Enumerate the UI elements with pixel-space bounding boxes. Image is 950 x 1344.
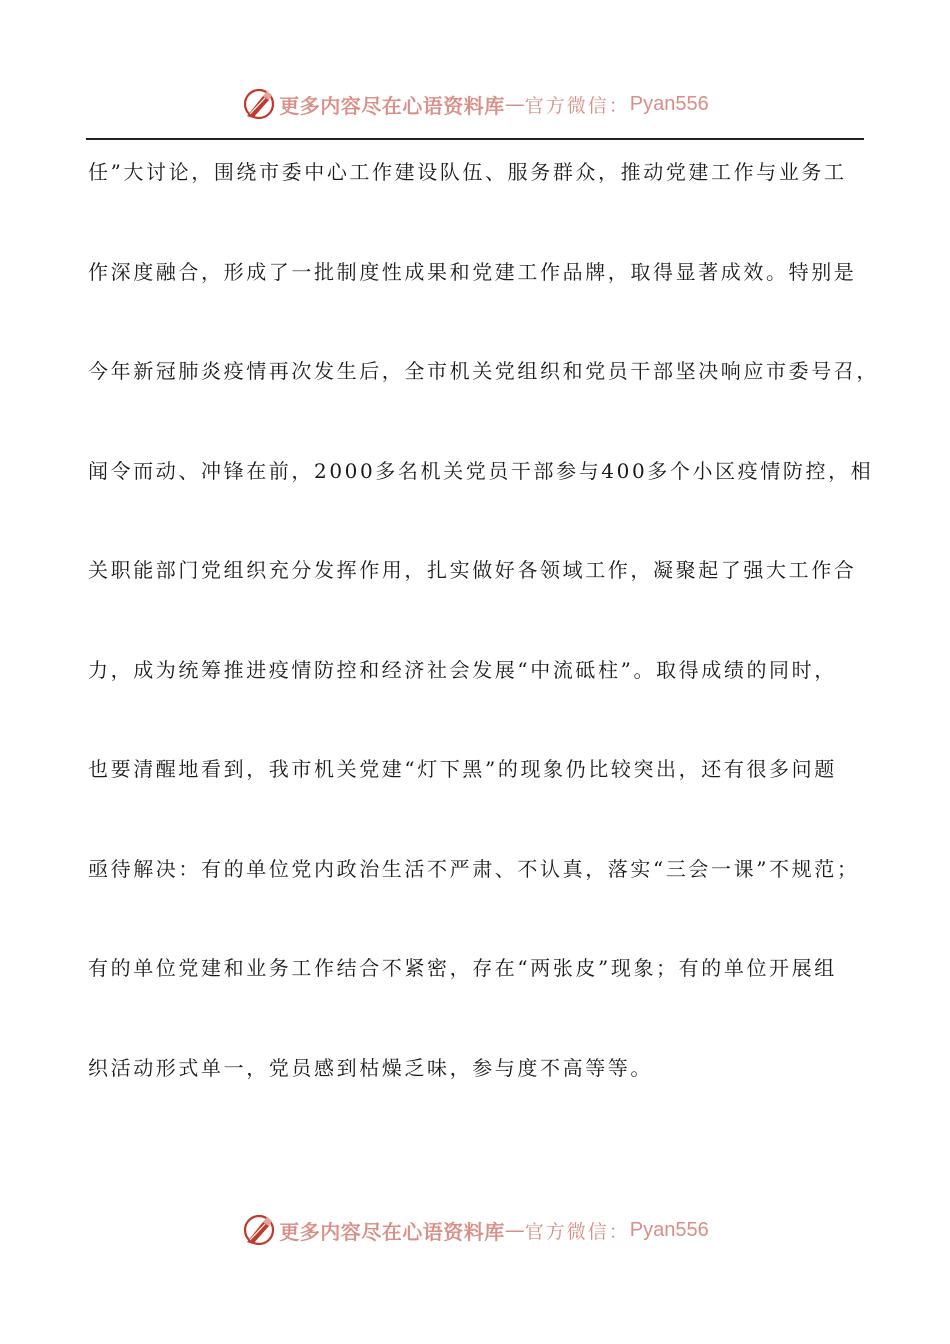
brand-slogan: 更多内容尽在心语资料库: [279, 93, 505, 118]
body-line: 闻令而动、冲锋在前，2000多名机关党员干部参与400多个小区疫情防控，相: [88, 458, 874, 483]
brand-dash: —: [504, 92, 525, 116]
wechat-label: 官方微信：: [524, 94, 630, 117]
wechat-account: Pyan556: [629, 92, 709, 115]
brand-slogan: 更多内容尽在心语资料库: [279, 1219, 505, 1244]
header-divider: [86, 138, 864, 140]
wechat-account: Pyan556: [629, 1218, 709, 1241]
body-line: 力，成为统筹推进疫情防控和经济社会发展“中流砥柱”。取得成绩的同时，: [88, 657, 837, 682]
wechat-label: 官方微信：: [524, 1220, 630, 1243]
pen-nib-logo-icon: [241, 86, 277, 122]
body-line: 今年新冠肺炎疫情再次发生后，全市机关党组织和党员干部坚决响应市委号召，: [88, 359, 879, 383]
body-line: 作深度融合，形成了一批制度性成果和党建工作品牌，取得显著成效。特别是: [88, 259, 857, 284]
body-line: 任”大讨论，围绕市委中心工作建设队伍、服务群众，推动党建工作与业务工: [88, 160, 847, 184]
footer-brand-bar: [0, 1210, 950, 1250]
body-line: 亟待解决：有的单位党内政治生活不严肃、不认真，落实“三会一课”不规范；: [88, 856, 860, 881]
pen-nib-logo-icon: [241, 1212, 277, 1248]
body-line: 织活动形式单一，党员感到枯燥乏味，参与度不高等等。: [88, 1055, 653, 1080]
body-line: 也要清醒地看到，我市机关党建“灯下黑”的现象仍比较突出，还有很多问题: [88, 757, 837, 781]
document-body: [88, 150, 879, 1145]
body-line: 有的单位党建和业务工作结合不紧密，存在“两张皮”现象；有的单位开展组: [88, 956, 837, 980]
brand-dash: —: [504, 1218, 525, 1242]
header-brand-bar: [0, 84, 950, 124]
body-line: 关职能部门党组织充分发挥作用，扎实做好各领域工作，凝聚起了强大工作合: [88, 558, 857, 582]
